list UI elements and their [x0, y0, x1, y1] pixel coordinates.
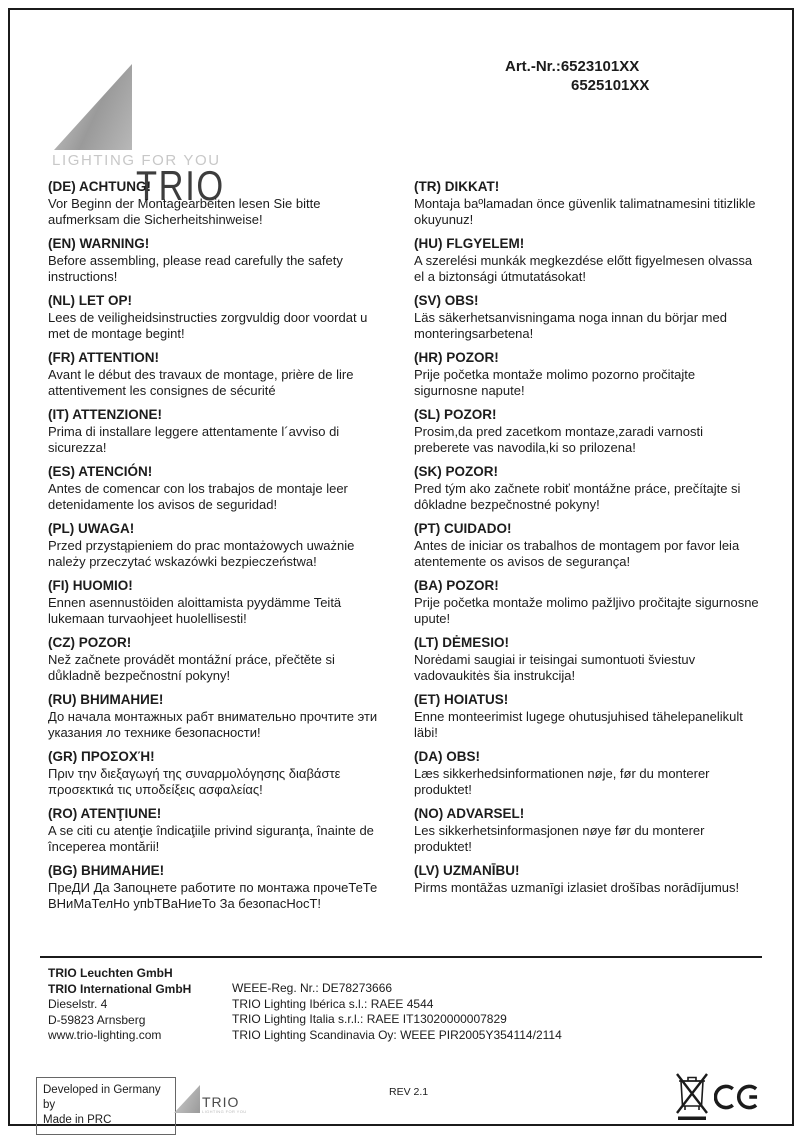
weee-registration-block: [232, 981, 562, 1043]
warning-block: [414, 292, 762, 342]
warning-heading: (FR) ATTENTION!: [48, 350, 159, 365]
warning-heading: (FI) HUOMIO!: [48, 578, 133, 593]
warning-block: [48, 691, 388, 741]
warning-heading: (HU) FLGYELEM!: [414, 236, 525, 251]
warning-text: Læs sikkerhedsinformationen nøje, før du monterer produktet!: [414, 766, 710, 797]
developed-in-germany-line: Developed in Germany by: [43, 1084, 161, 1111]
article-numbers: [505, 57, 649, 95]
warning-text: Läs säkerhetsanvisningama noga innan du börjar med monteringsarbetena!: [414, 310, 727, 341]
origin-box: [36, 1077, 176, 1135]
warning-heading: (PL) UWAGA!: [48, 521, 135, 536]
warning-block: [414, 634, 762, 684]
warning-text: Prima di installare leggere attentamente l´avviso di sicurezza!: [48, 424, 340, 455]
company-address-block: [48, 966, 191, 1044]
warning-block: [414, 349, 762, 399]
warning-text: Antes de iniciar os trabalhos de montagem por favor leia atentemente os avisos de segurança!: [414, 538, 740, 569]
company-line: www.trio-lighting.com: [48, 1028, 162, 1042]
weee-reg-line: TRIO Lighting Scandinavia Oy: WEEE PIR2005Y354114/2114: [232, 1027, 562, 1042]
warning-heading: (TR) DIKKAT!: [414, 179, 500, 194]
trio-logo-tagline-small: LIGHTING FOR YOU: [202, 1109, 247, 1114]
warning-heading: (SK) POZOR!: [414, 464, 498, 479]
made-in-prc-line: Made in PRC: [43, 1114, 112, 1126]
weee-reg-line: TRIO Lighting Ibérica s.l.: RAEE 4544: [232, 996, 434, 1011]
warning-block: [414, 577, 762, 627]
warning-text: Les sikkerhetsinformasjonen nøye før du monterer produktet!: [414, 823, 705, 854]
revision-label: REV 2.1: [389, 1086, 429, 1098]
warning-text: Prije početka montaže molimo pažljivo pročitajte sigurnosne upute!: [414, 595, 759, 626]
warning-block: [48, 463, 388, 513]
warning-heading: (LV) UZMANĪBU!: [414, 863, 520, 878]
warning-heading: (ES) ATENCIÓN!: [48, 464, 153, 479]
trio-logo-small: [174, 1080, 254, 1118]
footer-divider: [40, 956, 762, 958]
warning-block: [414, 235, 762, 285]
warning-heading: (NO) ADVARSEL!: [414, 806, 525, 821]
trio-logo-triangle-icon: [54, 64, 132, 150]
warning-text: Pred tým ako začnete robiť montážne práce, prečítajte si dôkladne bezpečnostné pokyny!: [414, 481, 741, 512]
warning-block: [414, 862, 762, 896]
warning-text: Než začnete provádět montážní práce, přečtěte si důkladně bezpečnostní pokyny!: [48, 652, 335, 683]
warning-text: Πριν την διεξαγωγή της συναρμολόγησης διαβάστε προσεκτικά τις υποδείξεις ασφαλείας!: [48, 766, 341, 797]
warning-heading: (DE) ACHTUNG!: [48, 179, 151, 194]
warning-block: [48, 805, 388, 855]
warning-heading: (CZ) POZOR!: [48, 635, 132, 650]
warning-block: [48, 577, 388, 627]
company-line: D-59823 Arnsberg: [48, 1012, 146, 1027]
warning-text: Montaja baºlamadan önce güvenlik talimatnamesini titizlikle okuyunuz!: [414, 196, 756, 227]
warning-text: Lees de veiligheidsinstructies zorgvuldig door voordat u met de montage begint!: [48, 310, 368, 341]
weee-crossed-bin-icon: [674, 1068, 710, 1122]
warning-block: [48, 520, 388, 570]
warning-text: Prije početka montaže molimo pozorno pročitajte sigurnosne napute!: [414, 367, 696, 398]
warning-text: Before assembling, please read carefully the safety instructions!: [48, 253, 343, 284]
warning-text: Prosim,da pred zacetkom montaze,zaradi varnosti preberete vas navodila,ki so prilozena!: [414, 424, 704, 455]
warning-text: Vor Beginn der Montagearbeiten lesen Sie bitte aufmerksam die Sicherheitshinweise!: [48, 196, 321, 227]
warning-heading: (DA) OBS!: [414, 749, 480, 764]
warning-block: [48, 862, 388, 912]
article-number-line1: Art.-Nr.:6523101XX: [505, 58, 640, 75]
weee-reg-line: WEEE-Reg. Nr.: DE78273666: [232, 981, 393, 995]
company-line: Dieselstr. 4: [48, 997, 108, 1011]
warning-heading: (HR) POZOR!: [414, 350, 499, 365]
warning-heading: (NL) LET OP!: [48, 293, 132, 308]
warning-text: Antes de comencar con los trabajos de montaje leer detenidamente los avisos de seguridad!: [48, 481, 348, 512]
warning-heading: (ET) HOIATUS!: [414, 692, 509, 707]
warning-heading: (RU) ВНИМАНИЕ!: [48, 692, 164, 707]
warning-text: Przed przystąpieniem do prac montażowych uważnie należy przeczytać wskazówki bezpieczeństwa!: [48, 538, 355, 569]
warning-text: A se citi cu atenţie îndicaţiile privind siguranţa, înainte de începerea montării!: [48, 823, 374, 854]
warning-text: Enne monteerimist lugege ohutusjuhised tähelepanelikult läbi!: [414, 709, 743, 740]
warning-heading: (GR) ΠΡΟΣΟΧΉ!: [48, 749, 155, 764]
weee-reg-line: TRIO Lighting Italia s.r.l.: RAEE IT13020000007829: [232, 1012, 507, 1026]
warning-text: ПреДИ Да Запоцнете работите по монтажа прочеТеТе ВНиМаТелНо упbТВаНиеТо За безопасНосТ!: [48, 880, 378, 911]
warning-block: [48, 748, 388, 798]
warning-block: [414, 691, 762, 741]
warning-text: A szerelési munkák megkezdése előtt figyelmesen olvassa el a biztonsági útmutatásokat!: [414, 253, 753, 284]
warning-text: Norėdami saugiai ir teisingai sumontuoti šviestuv vadovaukitės šia instrukcija!: [414, 652, 696, 683]
company-line: TRIO International GmbH: [48, 981, 192, 996]
trio-logo-triangle-icon: [174, 1085, 200, 1113]
warning-heading: (SL) POZOR!: [414, 407, 497, 422]
warning-heading: (IT) ATTENZIONE!: [48, 407, 162, 422]
company-line: TRIO Leuchten GmbH: [48, 966, 173, 980]
warning-text: Pirms montāžas uzmanīgi izlasiet drošības norādījumus!: [414, 880, 740, 895]
warning-heading: (BG) ВНИМАНИЕ!: [48, 863, 165, 878]
warning-block: [48, 235, 388, 285]
warning-block: [48, 349, 388, 399]
trio-logo-wordmark: TRIO: [136, 162, 225, 209]
warning-heading: (SV) OBS!: [414, 293, 479, 308]
warning-text: Ennen asennustöiden aloittamista pyydämme Teitä lukemaan turvaohjeet huolellisesti!: [48, 595, 342, 626]
warning-heading: (PT) CUIDADO!: [414, 521, 512, 536]
warning-heading: (RO) ATENŢIUNE!: [48, 806, 162, 821]
article-number-line2: 6525101XX: [571, 77, 650, 94]
warning-block: [48, 406, 388, 456]
warning-block: [48, 178, 388, 228]
warning-block: [48, 634, 388, 684]
warning-block: [414, 748, 762, 798]
warning-text: До начала монтажных рабт внимательно прочтите эти указания ло технике безопасности!: [48, 709, 378, 740]
warning-block: [414, 178, 762, 228]
warnings-column-left: [48, 178, 388, 919]
warning-heading: (BA) POZOR!: [414, 578, 499, 593]
warnings-column-right: [414, 178, 762, 903]
warning-block: [414, 406, 762, 456]
warning-block: [414, 805, 762, 855]
warning-block: [414, 463, 762, 513]
trio-logo-tagline: LIGHTING FOR YOU: [52, 152, 221, 169]
trio-logo-wordmark-small: TRIO: [202, 1094, 240, 1110]
warning-text: Avant le début des travaux de montage, prière de lire attentivement les consignes de sécurité: [48, 367, 354, 398]
ce-mark-icon: [714, 1082, 762, 1112]
warning-heading: (EN) WARNING!: [48, 236, 150, 251]
warning-block: [414, 520, 762, 570]
warning-block: [48, 292, 388, 342]
warning-heading: (LT) DĖMESIO!: [414, 635, 509, 650]
